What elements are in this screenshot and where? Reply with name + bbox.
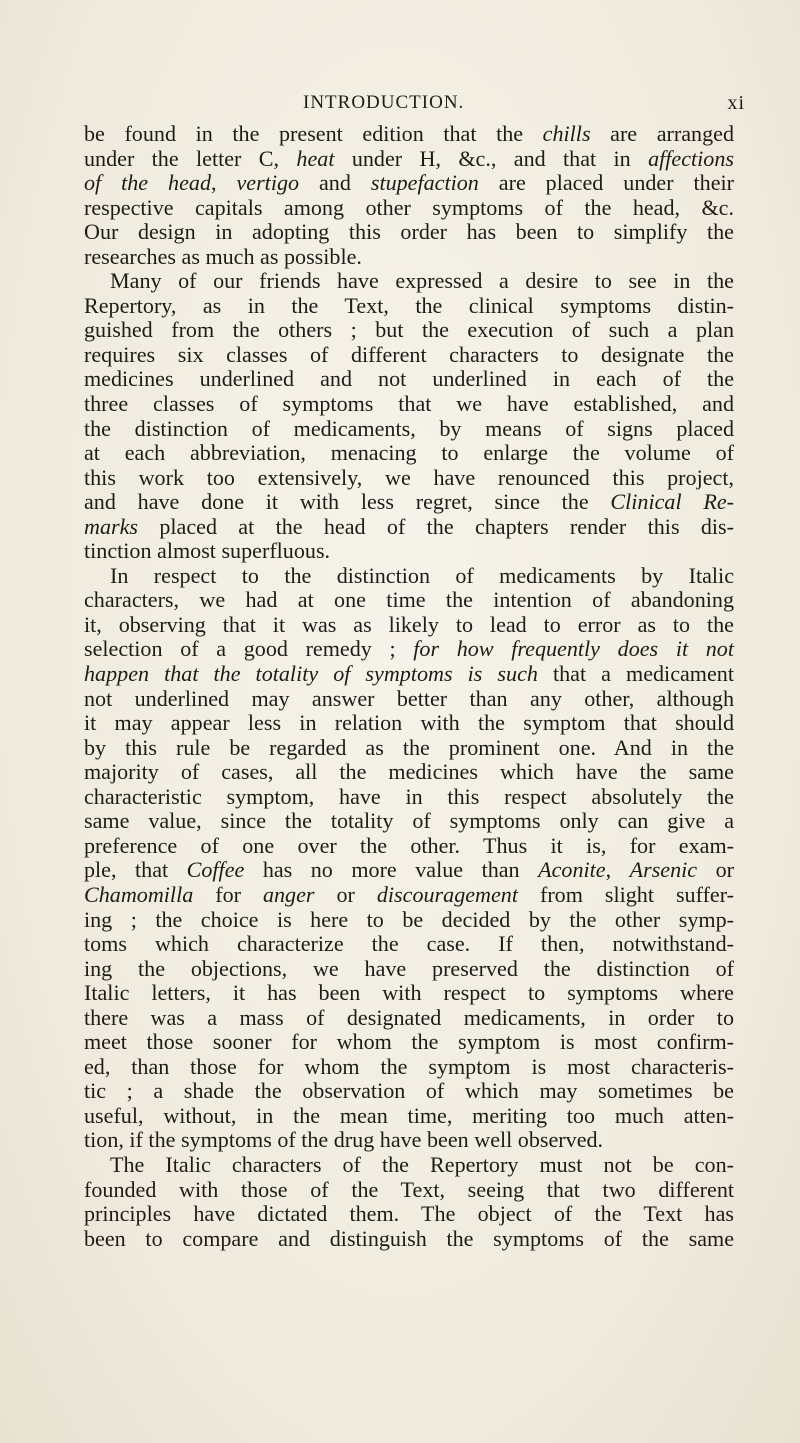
text-run: characteristic symptom, have in this respect absolutely the xyxy=(84,783,734,809)
text-line xyxy=(84,809,734,834)
text-run: ed, than those for whom the symptom is most characteris- xyxy=(84,1053,734,1079)
text-run: the distinction of medicaments, by means of signs placed xyxy=(84,415,734,441)
text-run: are arranged xyxy=(590,121,734,146)
text-line xyxy=(84,760,734,785)
text-run: Italic letters, it has been with respect to symptoms where xyxy=(84,980,734,1006)
text-run: not underlined may answer better than any other, although xyxy=(84,685,734,711)
text-line xyxy=(84,687,734,712)
text-run: selection of a good remedy ; xyxy=(84,636,414,662)
text-run: tion, if the symptoms of the drug have been well observed. xyxy=(84,1127,604,1153)
text-run: respective capitals among other symptoms of the head, &c. xyxy=(84,194,734,220)
text-run: , xyxy=(605,857,630,883)
page-number: xi xyxy=(727,92,745,114)
text-run: tinction almost superfluous. xyxy=(84,538,331,564)
text-run: it may appear less in relation with the symptom that should xyxy=(84,710,734,736)
text-run: meet those sooner for whom the symptom is most confirm- xyxy=(84,1029,734,1055)
text-line xyxy=(84,1055,734,1080)
text-line xyxy=(84,269,734,294)
text-run: and have done it with less regret, since the xyxy=(84,489,611,515)
text-line xyxy=(84,490,734,515)
text-run: requires six classes of different characters to designate the xyxy=(84,341,734,367)
text-line xyxy=(84,1202,734,1227)
text-line xyxy=(84,367,734,392)
text-line xyxy=(84,1104,734,1129)
text-line xyxy=(84,392,734,417)
text-line xyxy=(84,1128,734,1153)
text-line xyxy=(84,318,734,343)
text-run: at each abbreviation, menacing to enlarge the volume of xyxy=(84,440,734,466)
text-run: or xyxy=(314,881,377,907)
text-run: useful, without, in the mean time, meriting too much atten- xyxy=(84,1102,734,1128)
text-line xyxy=(84,711,734,736)
text-line xyxy=(84,196,734,221)
italic-text: vertigo xyxy=(236,170,300,196)
text-line xyxy=(84,171,734,196)
text-line xyxy=(84,1178,734,1203)
text-line xyxy=(84,245,734,270)
italic-text: affections xyxy=(648,145,734,171)
page-title: INTRODUCTION. xyxy=(303,92,465,113)
text-run: researches as much as possible. xyxy=(84,243,362,269)
italic-text: marks xyxy=(84,513,139,539)
text-line xyxy=(84,1030,734,1055)
italic-text: discouragement xyxy=(376,881,518,907)
text-run: and xyxy=(299,170,371,196)
text-line xyxy=(84,294,734,319)
text-line xyxy=(84,1006,734,1031)
text-run: guished from the others ; but the execution of such a plan xyxy=(84,317,734,343)
text-run: ing ; the choice is here to be decided by the other symp- xyxy=(84,906,734,932)
italic-text: of the head xyxy=(84,170,211,196)
text-run: that a medicament xyxy=(537,661,734,687)
text-line xyxy=(84,932,734,957)
text-line xyxy=(84,564,734,589)
text-line xyxy=(84,588,734,613)
text-line xyxy=(84,908,734,933)
italic-text: for how frequently does it not xyxy=(413,636,734,662)
text-run: this work too extensively, we have renounced this project, xyxy=(84,464,734,490)
text-run: ing the objections, we have preserved the distinction of xyxy=(84,955,734,981)
text-run: same value, since the totality of symptoms only can give a xyxy=(84,808,734,834)
text-line xyxy=(84,147,734,172)
text-line xyxy=(84,637,734,662)
italic-text: Coffee xyxy=(186,857,245,883)
italic-text: Chamomilla xyxy=(84,881,194,907)
text-run: it, observing that it was as likely to lead to error as to the xyxy=(84,611,734,637)
text-line xyxy=(84,417,734,442)
italic-text: happen that the totality of symptoms is such xyxy=(84,661,538,687)
text-line xyxy=(84,220,734,245)
text-run: be found in the present edition that the xyxy=(84,121,543,146)
text-line xyxy=(84,515,734,540)
italic-text: chills xyxy=(542,121,591,146)
text-run: by this rule be regarded as the prominent one. And in the xyxy=(84,734,734,760)
text-run: from slight suffer- xyxy=(518,881,735,907)
text-run: medicines underlined and not underlined in each of the xyxy=(84,366,734,392)
text-line xyxy=(84,441,734,466)
text-run: Our design in adopting this order has been to simplify the xyxy=(84,219,734,245)
text-line xyxy=(84,957,734,982)
text-run: characters, we had at one time the intention of abandoning xyxy=(84,587,734,613)
text-line xyxy=(84,662,734,687)
text-line xyxy=(84,736,734,761)
text-line xyxy=(84,466,734,491)
text-run: three classes of symptoms that we have established, and xyxy=(84,391,734,417)
italic-text: Clinical Re- xyxy=(610,489,735,515)
text-run: toms which characterize the case. If then, notwithstand- xyxy=(84,931,734,957)
text-run: tic ; a shade the observation of which may sometimes be xyxy=(84,1078,734,1104)
text-run: or xyxy=(697,857,735,883)
text-run: are placed under their xyxy=(478,170,735,196)
text-line xyxy=(84,834,734,859)
text-line xyxy=(84,858,734,883)
text-line xyxy=(84,785,734,810)
text-run: , xyxy=(211,170,237,196)
text-line xyxy=(84,343,734,368)
italic-text: stupefaction xyxy=(370,170,479,196)
text-run: placed at the head of the chapters render this dis- xyxy=(138,513,734,539)
text-run: under H, &c., and that in xyxy=(334,145,649,171)
text-run: preference of one over the other. Thus it is, for exam- xyxy=(84,832,734,858)
running-header xyxy=(95,92,745,122)
text-run: ple, that xyxy=(84,857,187,883)
italic-text: heat xyxy=(296,145,335,171)
text-line xyxy=(84,539,734,564)
text-line xyxy=(84,883,734,908)
text-line xyxy=(84,1227,734,1252)
text-line xyxy=(84,981,734,1006)
text-run: been to compare and distinguish the symptoms of the same xyxy=(84,1225,734,1251)
text-run: Many of our friends have expressed a desire to see in the xyxy=(110,268,734,294)
text-line xyxy=(84,1079,734,1104)
text-run: In respect to the distinction of medicaments by Italic xyxy=(110,562,734,588)
italic-text: Aconite xyxy=(538,857,606,883)
text-run: Repertory, as in the Text, the clinical symptoms distin- xyxy=(84,292,734,318)
text-line xyxy=(84,122,734,147)
text-run: The Italic characters of the Repertory must not be con- xyxy=(110,1151,734,1177)
text-run: majority of cases, all the medicines which have the same xyxy=(84,759,734,785)
text-run: under the letter C, xyxy=(84,145,297,171)
text-run: for xyxy=(193,881,263,907)
italic-text: Arsenic xyxy=(629,857,698,883)
text-run: has no more value than xyxy=(244,857,539,883)
text-run: there was a mass of designated medicaments, in order to xyxy=(84,1004,734,1030)
text-line xyxy=(84,1153,734,1178)
text-line xyxy=(84,613,734,638)
text-run: principles have dictated them. The object of the Text has xyxy=(84,1201,734,1227)
italic-text: anger xyxy=(262,881,315,907)
body-text xyxy=(84,122,734,1251)
text-run: founded with those of the Text, seeing that two different xyxy=(84,1176,734,1202)
